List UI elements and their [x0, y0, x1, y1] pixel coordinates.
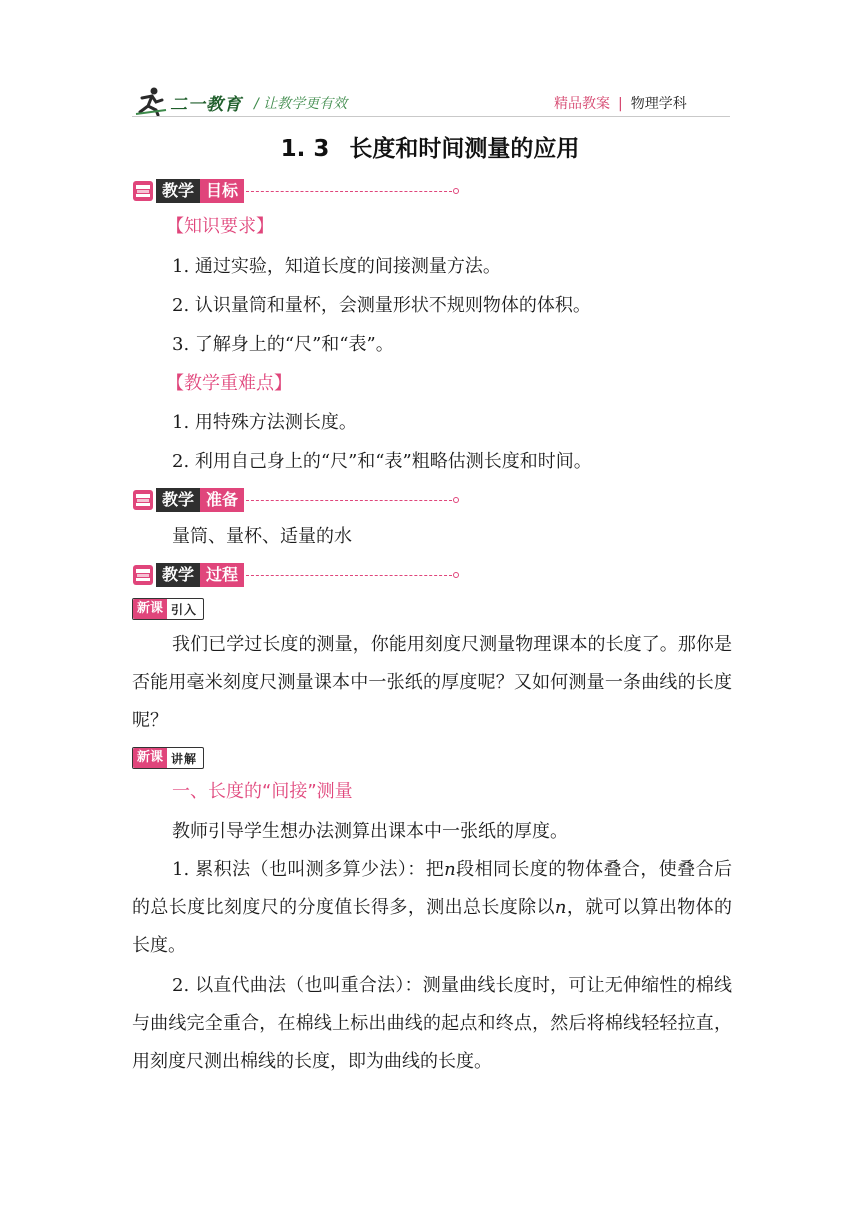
banner-label-2: 准备: [200, 488, 244, 512]
runner-logo-icon: [134, 86, 168, 116]
explain-badge-label-2: 讲解: [171, 751, 198, 766]
knowledge-item-2: 2. 认识量筒和量杯，会测量形状不规则物体的体积。: [172, 295, 591, 316]
banner-label-1: 教学: [156, 563, 200, 587]
slogan: / 让教学更有效: [254, 96, 348, 112]
method-2-paragraph: 2. 以直代曲法（也叫重合法）：测量曲线长度时，可让无伸缩性的棉线与曲线完全重合，在棉线上标出曲线的起点和终点，然后将棉线轻轻拉直，用刻度尺测出棉线的长度，即为曲线的长度。: [132, 975, 732, 1072]
books-icon: [132, 564, 154, 586]
header-subject: 物理学科: [630, 96, 687, 112]
intro-badge-label-1: 新课: [133, 599, 167, 619]
method-1-paragraph: [132, 851, 732, 965]
banner-dash: [246, 575, 452, 576]
title-number: 1. 3: [280, 136, 330, 162]
knowledge-item-1: 1. 通过实验，知道长度的间接测量方法。: [172, 256, 501, 277]
key-item-2: 2. 利用自己身上的“尺”和“表”粗略估测长度和时间。: [172, 451, 592, 472]
banner-dash: [246, 191, 452, 192]
method-1-part-c: ，就可以算出物体的长度。: [132, 897, 733, 956]
banner-dot: [453, 572, 459, 578]
header-divider: [132, 116, 730, 117]
banner-dash: [246, 500, 452, 501]
intro-badge-label-2: 引入: [171, 602, 198, 617]
banner-label-2: 过程: [200, 563, 244, 587]
section-banner-process: [132, 562, 459, 588]
explain-intro: 教师引导学生想办法测算出课本中一张纸的厚度。: [172, 821, 568, 842]
books-icon: [132, 489, 154, 511]
banner-dot: [453, 188, 459, 194]
explain-heading: 一、长度的“间接”测量: [172, 781, 353, 802]
intro-badge: [132, 598, 204, 620]
section-banner-prep: [132, 487, 459, 513]
header-tag: 精品教案: [554, 96, 610, 112]
key-item-1: 1. 用特殊方法测长度。: [172, 412, 357, 433]
method-1-n: n: [554, 897, 567, 918]
method-1-part-a: 1. 累积法（也叫测多算少法）：把: [172, 859, 445, 880]
method-1-part-b: 段相同长度的物体叠合，使叠合后的总长度比刻度尺的分度值长得多，测出总长度除以: [132, 859, 732, 918]
banner-dot: [453, 497, 459, 503]
title-text: 长度和时间测量的应用: [349, 136, 580, 162]
intro-paragraph: 我们已学过长度的测量，你能用刻度尺测量物理课本的长度了。那你是否能用毫米刻度尺测量课本中一张纸的厚度呢？又如何测量一条曲线的长度呢？: [132, 634, 732, 731]
page-title: [0, 130, 860, 163]
banner-label-1: 教学: [156, 179, 200, 203]
method-1-n: n: [444, 859, 456, 880]
knowledge-item-3: 3. 了解身上的“尺”和“表”。: [172, 334, 394, 355]
section-banner-goals: [132, 178, 459, 204]
key-heading: 【教学重难点】: [166, 373, 292, 394]
header-separator: |: [618, 96, 623, 112]
banner-label-2: 目标: [200, 179, 244, 203]
knowledge-heading: 【知识要求】: [166, 216, 274, 237]
explain-badge-label-1: 新课: [133, 748, 167, 768]
explain-badge: [132, 747, 204, 769]
prep-text: 量筒、量杯、适量的水: [172, 526, 352, 547]
logo: [134, 86, 244, 118]
header-right: [554, 93, 687, 113]
banner-label-1: 教学: [156, 488, 200, 512]
books-icon: [132, 180, 154, 202]
logo-text: 二一教育: [170, 95, 242, 115]
